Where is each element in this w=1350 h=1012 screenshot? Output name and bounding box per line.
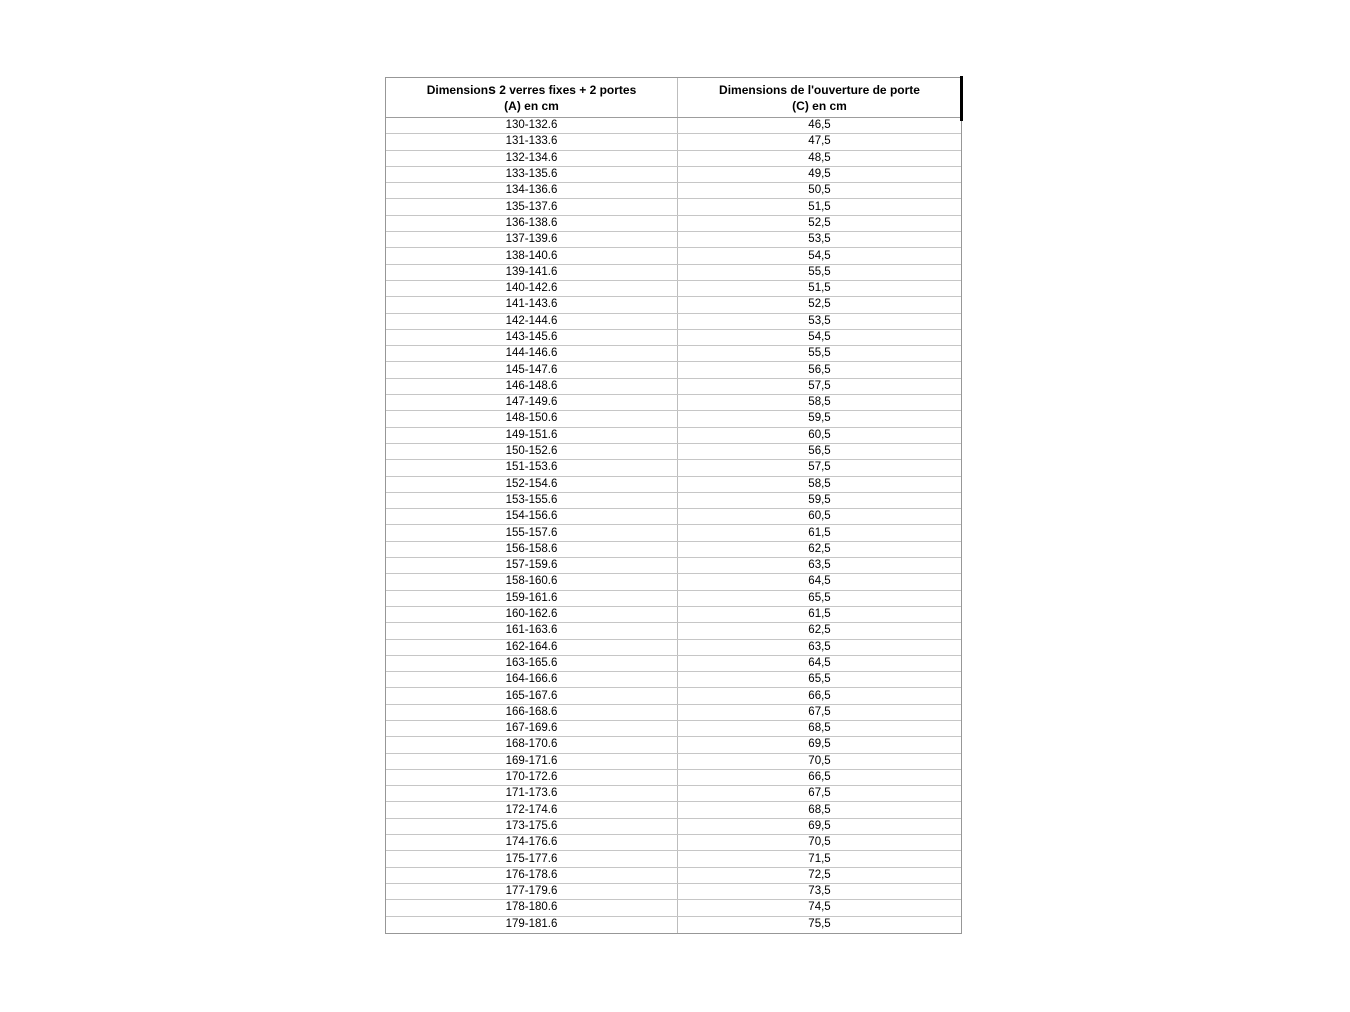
cell-opening-c: 68,5 (808, 722, 831, 735)
header-a-line1: Dimensions 2 verres fixes + 2 portes (426, 81, 637, 97)
table-row (386, 851, 961, 867)
cell-opening-c: 64,5 (808, 656, 831, 669)
cell-opening-c: 59,5 (808, 412, 831, 425)
cell-opening-c: 67,5 (808, 787, 831, 800)
table-row (386, 395, 961, 411)
table-row (386, 118, 961, 134)
dimensions-table (385, 77, 962, 934)
table-row (386, 134, 961, 150)
cell-dimension-a: 130-132.6 (386, 118, 678, 133)
cell-opening-c: 66,5 (808, 689, 831, 702)
table-row (386, 297, 961, 313)
table-row (386, 151, 961, 167)
table-row (386, 509, 961, 525)
cell-dimension-a: 144-146.6 (386, 346, 678, 361)
cell-dimension-a: 132-134.6 (386, 151, 678, 166)
cell-dimension-a: 174-176.6 (386, 835, 678, 850)
cell-dimension-a: 133-135.6 (386, 167, 678, 182)
cell-dimension-a: 154-156.6 (386, 509, 678, 524)
cell-opening-c: 53,5 (808, 314, 831, 327)
cell-dimension-a: 147-149.6 (386, 395, 678, 410)
cell-dimension-a: 140-142.6 (386, 281, 678, 296)
cell-opening-c: 58,5 (808, 477, 831, 490)
header-a-line2: (A) en cm (504, 99, 559, 113)
cell-opening-c: 70,5 (808, 836, 831, 849)
table-row (386, 868, 961, 884)
table-row (386, 656, 961, 672)
table-row (386, 248, 961, 264)
table-row (386, 167, 961, 183)
cell-dimension-a: 142-144.6 (386, 314, 678, 329)
table-row (386, 558, 961, 574)
cell-opening-c: 53,5 (808, 233, 831, 246)
cell-dimension-a: 164-166.6 (386, 672, 678, 687)
cell-dimension-a: 160-162.6 (386, 607, 678, 622)
table-row (386, 754, 961, 770)
table-row (386, 379, 961, 395)
cell-dimension-a: 136-138.6 (386, 216, 678, 231)
cell-dimension-a: 138-140.6 (386, 248, 678, 263)
cell-opening-c: 74,5 (808, 901, 831, 914)
cell-opening-c: 69,5 (808, 819, 831, 832)
cell-dimension-a: 172-174.6 (386, 802, 678, 817)
table-row (386, 786, 961, 802)
cell-opening-c: 54,5 (808, 249, 831, 262)
table-row (386, 688, 961, 704)
cell-dimension-a: 156-158.6 (386, 542, 678, 557)
cell-dimension-a: 161-163.6 (386, 623, 678, 638)
cell-opening-c: 51,5 (808, 282, 831, 295)
table-body (386, 118, 961, 933)
table-row (386, 330, 961, 346)
table-row (386, 232, 961, 248)
cell-opening-c: 50,5 (808, 184, 831, 197)
cell-dimension-a: 173-175.6 (386, 819, 678, 834)
cell-opening-c: 62,5 (808, 542, 831, 555)
table-row (386, 362, 961, 378)
cell-dimension-a: 134-136.6 (386, 183, 678, 198)
cell-opening-c: 63,5 (808, 559, 831, 572)
cell-dimension-a: 162-164.6 (386, 640, 678, 655)
table-row (386, 444, 961, 460)
cell-opening-c: 55,5 (808, 265, 831, 278)
cell-dimension-a: 166-168.6 (386, 705, 678, 720)
cell-opening-c: 70,5 (808, 754, 831, 767)
table-row (386, 835, 961, 851)
table-header (386, 78, 961, 118)
cell-dimension-a: 175-177.6 (386, 851, 678, 866)
header-right-black-border (960, 76, 963, 121)
cell-dimension-a: 139-141.6 (386, 265, 678, 280)
table-row (386, 705, 961, 721)
cell-opening-c: 61,5 (808, 608, 831, 621)
table-row (386, 623, 961, 639)
cell-opening-c: 51,5 (808, 200, 831, 213)
cell-dimension-a: 157-159.6 (386, 558, 678, 573)
cell-opening-c: 52,5 (808, 216, 831, 229)
cell-dimension-a: 148-150.6 (386, 411, 678, 426)
cell-dimension-a: 155-157.6 (386, 525, 678, 540)
table-row (386, 542, 961, 558)
table-row (386, 917, 961, 933)
cell-dimension-a: 178-180.6 (386, 900, 678, 915)
cell-opening-c: 65,5 (808, 673, 831, 686)
cell-dimension-a: 171-173.6 (386, 786, 678, 801)
table-row (386, 428, 961, 444)
table-row (386, 314, 961, 330)
cell-opening-c: 71,5 (808, 852, 831, 865)
cell-opening-c: 65,5 (808, 591, 831, 604)
cell-dimension-a: 150-152.6 (386, 444, 678, 459)
cell-opening-c: 55,5 (808, 347, 831, 360)
cell-opening-c: 62,5 (808, 624, 831, 637)
header-cell-opening-c (678, 78, 961, 117)
cell-dimension-a: 165-167.6 (386, 688, 678, 703)
cell-dimension-a: 137-139.6 (386, 232, 678, 247)
table-row (386, 574, 961, 590)
cell-opening-c: 56,5 (808, 445, 831, 458)
cell-opening-c: 66,5 (808, 771, 831, 784)
table-row (386, 737, 961, 753)
table-row (386, 411, 961, 427)
cell-opening-c: 68,5 (808, 803, 831, 816)
cell-opening-c: 57,5 (808, 461, 831, 474)
table-row (386, 183, 961, 199)
cell-dimension-a: 176-178.6 (386, 868, 678, 883)
table-row (386, 770, 961, 786)
table-row (386, 199, 961, 215)
cell-opening-c: 61,5 (808, 526, 831, 539)
cell-opening-c: 67,5 (808, 705, 831, 718)
header-c-line1: Dimensions de l'ouverture de porte (719, 82, 920, 97)
cell-dimension-a: 168-170.6 (386, 737, 678, 752)
cell-opening-c: 60,5 (808, 510, 831, 523)
table-row (386, 281, 961, 297)
table-row (386, 900, 961, 916)
cell-dimension-a: 131-133.6 (386, 134, 678, 149)
cell-dimension-a: 169-171.6 (386, 754, 678, 769)
table-row (386, 819, 961, 835)
cell-dimension-a: 152-154.6 (386, 477, 678, 492)
cell-dimension-a: 158-160.6 (386, 574, 678, 589)
table-row (386, 591, 961, 607)
cell-opening-c: 52,5 (808, 298, 831, 311)
table-row (386, 216, 961, 232)
table-row (386, 884, 961, 900)
header-c-line2: (C) en cm (792, 98, 847, 113)
cell-dimension-a: 145-147.6 (386, 362, 678, 377)
cell-dimension-a: 149-151.6 (386, 428, 678, 443)
cell-dimension-a: 179-181.6 (386, 917, 678, 933)
cell-dimension-a: 163-165.6 (386, 656, 678, 671)
cell-opening-c: 75,5 (808, 918, 831, 931)
cell-opening-c: 54,5 (808, 331, 831, 343)
cell-opening-c: 72,5 (808, 868, 831, 881)
table-row (386, 607, 961, 623)
cell-dimension-a: 159-161.6 (386, 591, 678, 606)
cell-opening-c: 49,5 (808, 168, 831, 181)
table-row (386, 493, 961, 509)
cell-opening-c: 63,5 (808, 640, 831, 653)
cell-dimension-a: 153-155.6 (386, 493, 678, 508)
table-row (386, 802, 961, 818)
table-row (386, 265, 961, 281)
cell-dimension-a: 167-169.6 (386, 721, 678, 736)
table-row (386, 672, 961, 688)
table-row (386, 460, 961, 476)
cell-opening-c: 59,5 (808, 493, 831, 506)
cell-opening-c: 47,5 (808, 135, 831, 148)
cell-opening-c: 73,5 (808, 885, 831, 898)
table-row (386, 525, 961, 541)
cell-dimension-a: 135-137.6 (386, 199, 678, 214)
cell-dimension-a: 143-145.6 (386, 330, 678, 345)
cell-opening-c: 46,5 (808, 119, 831, 132)
cell-opening-c: 57,5 (808, 379, 831, 392)
cell-opening-c: 58,5 (808, 396, 831, 409)
cell-opening-c: 64,5 (808, 575, 831, 588)
cell-opening-c: 69,5 (808, 738, 831, 751)
cell-dimension-a: 151-153.6 (386, 460, 678, 475)
table-row (386, 346, 961, 362)
cell-dimension-a: 170-172.6 (386, 770, 678, 785)
table-row (386, 721, 961, 737)
table-row (386, 640, 961, 656)
cell-opening-c: 60,5 (808, 428, 831, 441)
cell-dimension-a: 177-179.6 (386, 884, 678, 899)
cell-dimension-a: 141-143.6 (386, 297, 678, 312)
header-cell-dimensions-a (386, 78, 678, 117)
cell-opening-c: 48,5 (808, 151, 831, 164)
cell-dimension-a: 146-148.6 (386, 379, 678, 394)
cell-opening-c: 56,5 (808, 363, 831, 376)
table-row (386, 477, 961, 493)
